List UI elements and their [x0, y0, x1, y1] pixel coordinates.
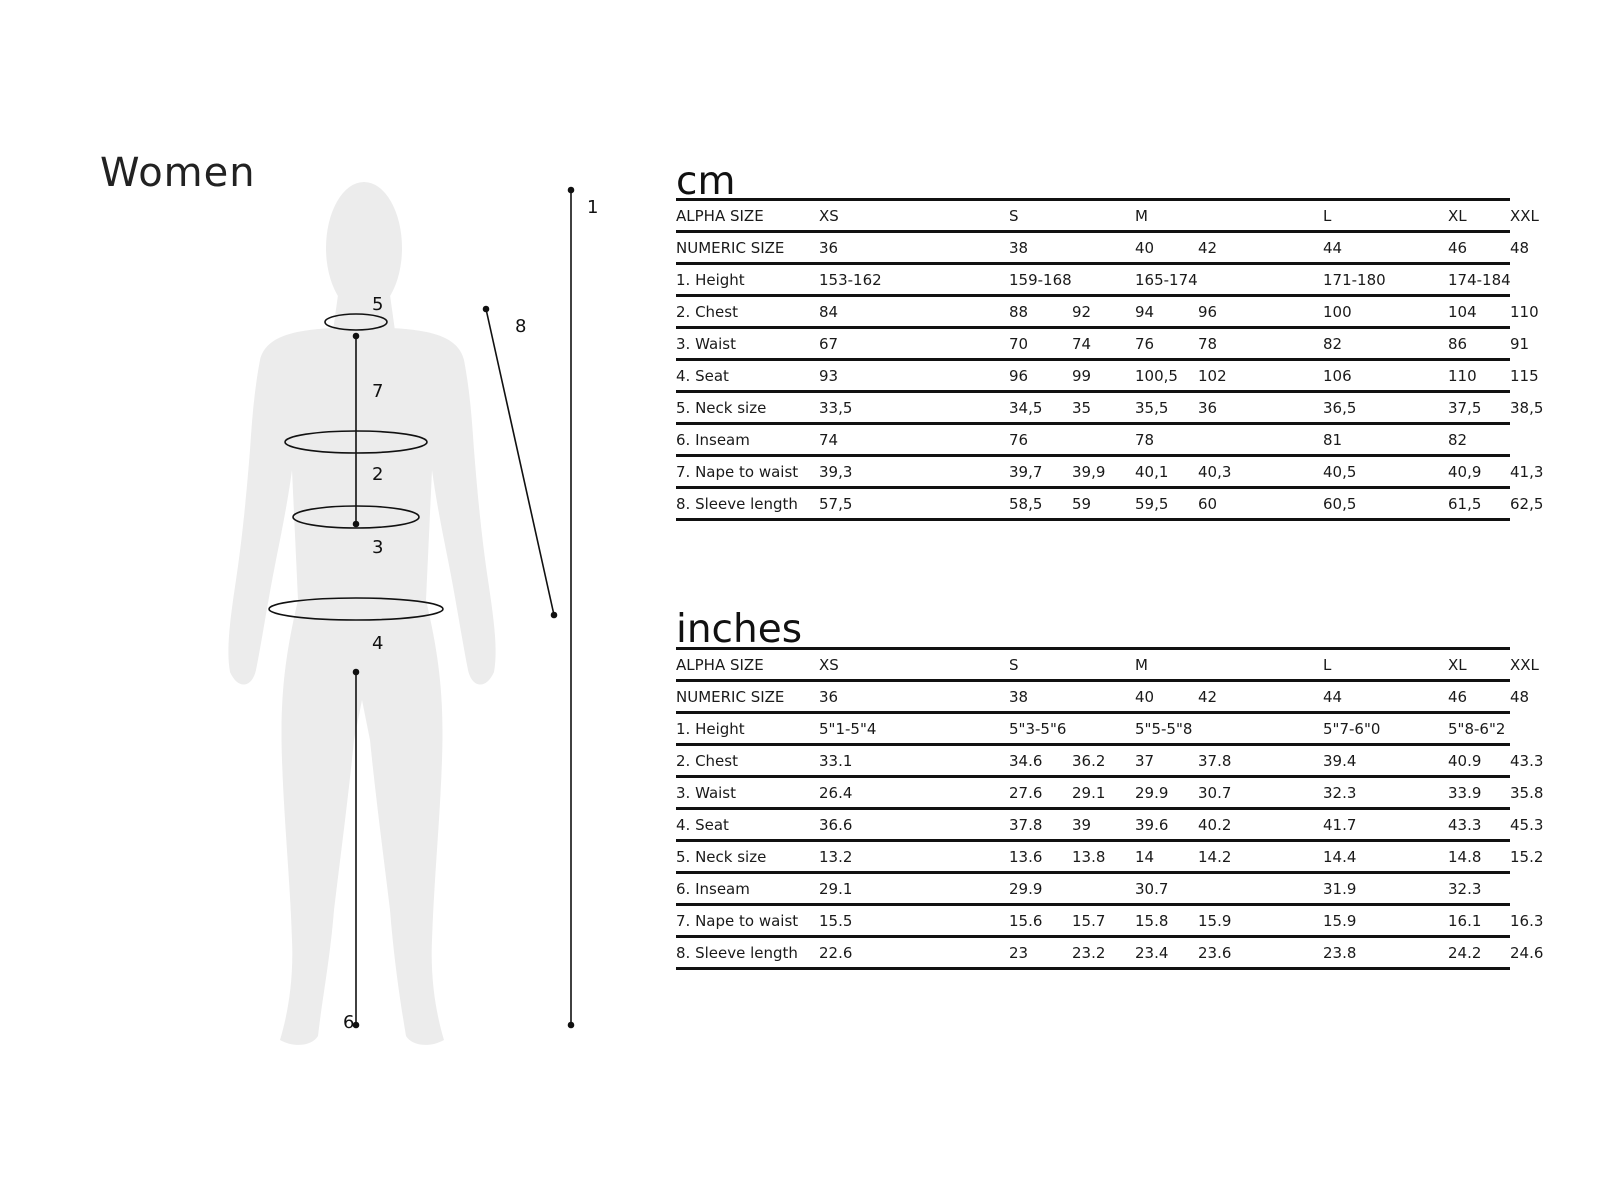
- table-cell: 37: [1135, 745, 1198, 777]
- table-cell: 81: [1323, 424, 1448, 456]
- table-cell: 110: [1448, 360, 1510, 392]
- table-cell: 23.4: [1135, 937, 1198, 969]
- table-cell: 96: [1009, 360, 1072, 392]
- table-cell: [946, 360, 1009, 392]
- table-cell: 35: [1072, 392, 1135, 424]
- table-cell: 23.6: [1198, 937, 1323, 969]
- row-label: 7. Nape to waist: [676, 456, 819, 488]
- table-cell: 37,5: [1448, 392, 1510, 424]
- table-row: 8. Sleeve length 57,5 58,5 59 59,5 60 60,5 61,5 62,5: [676, 488, 1510, 520]
- table-cell: 23.2: [1072, 937, 1135, 969]
- table-cell: 36: [819, 232, 944, 264]
- table-cell: S: [1009, 649, 1072, 681]
- table-cell: [946, 905, 1009, 937]
- label-3: 3: [372, 537, 384, 558]
- table-cell: 5"3-5"6: [1009, 713, 1072, 745]
- table-cell: 88: [1009, 296, 1072, 328]
- table-cell: XL: [1448, 649, 1510, 681]
- label-8: 8: [515, 316, 527, 337]
- row-label: 3. Waist: [676, 777, 819, 809]
- table-cell: 14.4: [1323, 841, 1448, 873]
- table-row: [676, 873, 1510, 905]
- table-cell: L: [1323, 200, 1448, 232]
- table-cell: [946, 488, 1009, 520]
- table-cell: 100: [1323, 296, 1448, 328]
- table-cell: 34.6: [1009, 745, 1072, 777]
- table-row: ALPHA SIZE XS S M L XL XXL: [676, 200, 1510, 232]
- table-cell: 78: [1135, 424, 1198, 456]
- table-cell: 67: [819, 328, 944, 360]
- table-cell: 60,5: [1323, 488, 1448, 520]
- table-cell: 104: [1448, 296, 1510, 328]
- table-row: [676, 424, 1510, 456]
- table-cell: [1072, 681, 1135, 713]
- table-cell: 29.1: [819, 873, 944, 905]
- table-cell: 74: [819, 424, 944, 456]
- table-cell: 174-184: [1448, 264, 1510, 296]
- table-row: NUMERIC SIZE 36 38 40 42 44 46 48: [676, 681, 1510, 713]
- table-cell: 16.1: [1448, 905, 1510, 937]
- table-cell: 171-180: [1323, 264, 1448, 296]
- table-cell: 82: [1323, 328, 1448, 360]
- row-label: 3. Waist: [676, 328, 819, 360]
- table-row: 2. Chest 33.1 34.6 36.2 37 37.8 39.4 40.9 43.3: [676, 745, 1510, 777]
- table-cell: 27.6: [1009, 777, 1072, 809]
- table-cell: 15.9: [1198, 905, 1323, 937]
- table-cell: XS: [819, 200, 944, 232]
- table-cell: 82: [1448, 424, 1510, 456]
- table-cell: [1198, 424, 1323, 456]
- table-cell: [946, 873, 1009, 905]
- table-cell: 5"8-6"2: [1448, 713, 1510, 745]
- table-cell: 15.7: [1072, 905, 1135, 937]
- table-cell: 40.9: [1448, 745, 1510, 777]
- table-cell: [1198, 200, 1323, 232]
- table-cell: 40: [1135, 232, 1198, 264]
- label-4: 4: [372, 633, 384, 654]
- table-cell: 33.9: [1448, 777, 1510, 809]
- row-label: 8. Sleeve length: [676, 488, 819, 520]
- table-cell: 42: [1198, 232, 1323, 264]
- table-cell: 96: [1198, 296, 1323, 328]
- table-cell: 30.7: [1198, 777, 1323, 809]
- table-cell: [946, 713, 1009, 745]
- table-cell: 70: [1009, 328, 1072, 360]
- table-cell: 30.7: [1135, 873, 1198, 905]
- table-cell: 40: [1135, 681, 1198, 713]
- table-row: ALPHA SIZE XS S M L XL XXL: [676, 649, 1510, 681]
- table-cell: 23: [1009, 937, 1072, 969]
- table-cell: 100,5: [1135, 360, 1198, 392]
- row-label: 4. Seat: [676, 360, 819, 392]
- table-row: [676, 264, 1510, 296]
- table-cell: 40.2: [1198, 809, 1323, 841]
- table-cell: [946, 200, 1009, 232]
- table-cell: 13.6: [1009, 841, 1072, 873]
- table-cell: [1198, 264, 1323, 296]
- table-cell: [1072, 264, 1135, 296]
- table-cell: 159-168: [1009, 264, 1072, 296]
- table-cell: [946, 232, 1009, 264]
- table-cell: M: [1135, 649, 1198, 681]
- table-cell: 93: [819, 360, 944, 392]
- table-cell: 34,5: [1009, 392, 1072, 424]
- table-cell: 39,7: [1009, 456, 1072, 488]
- row-label: NUMERIC SIZE: [676, 681, 819, 713]
- row-label: ALPHA SIZE: [676, 649, 819, 681]
- table-cell: 46: [1448, 681, 1510, 713]
- table-cell: XS: [819, 649, 944, 681]
- table-cell: M: [1135, 200, 1198, 232]
- table-row: 4. Seat 36.6 37.8 39 39.6 40.2 41.7 43.3 45.3: [676, 809, 1510, 841]
- table-cell: 32.3: [1323, 777, 1448, 809]
- table-cell: 102: [1198, 360, 1323, 392]
- table-cell: 59,5: [1135, 488, 1198, 520]
- label-2: 2: [372, 464, 384, 485]
- table-cell: 13.8: [1072, 841, 1135, 873]
- row-label: 4. Seat: [676, 809, 819, 841]
- table-cell: 5"1-5"4: [819, 713, 944, 745]
- row-label: 2. Chest: [676, 745, 819, 777]
- table-cell: [946, 681, 1009, 713]
- table-cell: 36: [819, 681, 944, 713]
- table-cell: 43.3: [1448, 809, 1510, 841]
- label-1: 1: [587, 197, 599, 218]
- table-cell: 61,5: [1448, 488, 1510, 520]
- table-cell: 5"5-5"8: [1135, 713, 1198, 745]
- table-cell: 15.9: [1323, 905, 1448, 937]
- row-label: 8. Sleeve length: [676, 937, 819, 969]
- table-cell: [946, 841, 1009, 873]
- table-cell: 99: [1072, 360, 1135, 392]
- table-cell: 36: [1198, 392, 1323, 424]
- table-cell: 60: [1198, 488, 1323, 520]
- table-cell: [946, 392, 1009, 424]
- table-cell: 33,5: [819, 392, 944, 424]
- table-cell: [1198, 649, 1323, 681]
- table-cell: 165-174: [1135, 264, 1198, 296]
- table-cell: 76: [1135, 328, 1198, 360]
- table-cell: 40,9: [1448, 456, 1510, 488]
- table-cell: 36.2: [1072, 745, 1135, 777]
- row-label: 1. Height: [676, 264, 819, 296]
- table-cell: 39,9: [1072, 456, 1135, 488]
- table-cell: [946, 456, 1009, 488]
- table-cell: [946, 745, 1009, 777]
- table-cell: 92: [1072, 296, 1135, 328]
- sleeve-line: [486, 309, 554, 615]
- table-row: 2. Chest 84 88 92 94 96 100 104 110: [676, 296, 1510, 328]
- table-cell: 84: [819, 296, 944, 328]
- page-title: Women: [100, 150, 256, 196]
- table-cell: 13.2: [819, 841, 944, 873]
- table-cell: 41.7: [1323, 809, 1448, 841]
- table-cell: [946, 328, 1009, 360]
- table-cell: 46: [1448, 232, 1510, 264]
- table-cell: 38: [1009, 232, 1072, 264]
- table-cell: [946, 809, 1009, 841]
- row-label: 5. Neck size: [676, 841, 819, 873]
- table-cell: 38: [1009, 681, 1072, 713]
- table-cell: 76: [1009, 424, 1072, 456]
- table-cell: 57,5: [819, 488, 944, 520]
- table-cell: 29.9: [1009, 873, 1072, 905]
- unit-title-cm: cm: [676, 159, 736, 204]
- table-row: 3. Waist 26.4 27.6 29.1 29.9 30.7 32.3 33.9 35.8: [676, 777, 1510, 809]
- unit-title-inches: inches: [676, 607, 803, 652]
- table-cell: 40,3: [1198, 456, 1323, 488]
- table-cell: [1072, 873, 1135, 905]
- table-cell: [946, 424, 1009, 456]
- table-cell: 32.3: [1448, 873, 1510, 905]
- table-cell: 29.9: [1135, 777, 1198, 809]
- table-cell: 15.8: [1135, 905, 1198, 937]
- row-label: NUMERIC SIZE: [676, 232, 819, 264]
- table-row: 8. Sleeve length 22.6 23 23.2 23.4 23.6 23.8 24.2 24.6: [676, 937, 1510, 969]
- table-cell: [1198, 713, 1323, 745]
- table-row: 7. Nape to waist 39,3 39,7 39,9 40,1 40,3 40,5 40,9 41,3: [676, 456, 1510, 488]
- table-cell: 42: [1198, 681, 1323, 713]
- table-cell: [1072, 232, 1135, 264]
- table-cell: L: [1323, 649, 1448, 681]
- row-label: 6. Inseam: [676, 873, 819, 905]
- table-cell: 44: [1323, 232, 1448, 264]
- table-cell: S: [1009, 200, 1072, 232]
- table-cell: 23.8: [1323, 937, 1448, 969]
- table-cell: 40,5: [1323, 456, 1448, 488]
- row-label: 1. Height: [676, 713, 819, 745]
- table-cell: 31.9: [1323, 873, 1448, 905]
- table-row: 3. Waist 67 70 74 76 78 82 86 91: [676, 328, 1510, 360]
- table-cell: 26.4: [819, 777, 944, 809]
- table-cell: 86: [1448, 328, 1510, 360]
- table-cell: [946, 296, 1009, 328]
- table-cell: 39: [1072, 809, 1135, 841]
- table-cell: 58,5: [1009, 488, 1072, 520]
- table-cell: 39.4: [1323, 745, 1448, 777]
- table-cell: 36,5: [1323, 392, 1448, 424]
- table-cell: [946, 264, 1009, 296]
- table-cell: 35,5: [1135, 392, 1198, 424]
- table-cell: 74: [1072, 328, 1135, 360]
- table-row: 7. Nape to waist 15.5 15.6 15.7 15.8 15.9 15.9 16.1 16.3: [676, 905, 1510, 937]
- table-cell: [1072, 649, 1135, 681]
- table-cell: 29.1: [1072, 777, 1135, 809]
- table-cell: 78: [1198, 328, 1323, 360]
- table-cell: [1072, 424, 1135, 456]
- table-row: 5. Neck size 13.2 13.6 13.8 14 14.2 14.4 14.8 15.2: [676, 841, 1510, 873]
- label-7: 7: [372, 381, 384, 402]
- table-cell: [946, 777, 1009, 809]
- table-cell: [946, 649, 1009, 681]
- table-cell: 37.8: [1198, 745, 1323, 777]
- table-row: 5. Neck size 33,5 34,5 35 35,5 36 36,5 37,5 38,5: [676, 392, 1510, 424]
- table-row: [676, 713, 1510, 745]
- table-cell: 14.8: [1448, 841, 1510, 873]
- table-cell: 24.2: [1448, 937, 1510, 969]
- row-label: ALPHA SIZE: [676, 200, 819, 232]
- table-cell: 22.6: [819, 937, 944, 969]
- table-row: NUMERIC SIZE 36 38 40 42 44 46 48: [676, 232, 1510, 264]
- table-cell: 14: [1135, 841, 1198, 873]
- table-cell: 15.6: [1009, 905, 1072, 937]
- table-cell: 39.6: [1135, 809, 1198, 841]
- table-cell: 39,3: [819, 456, 944, 488]
- table-cell: 40,1: [1135, 456, 1198, 488]
- label-6: 6: [343, 1012, 355, 1033]
- table-cell: 59: [1072, 488, 1135, 520]
- table-cell: [1072, 200, 1135, 232]
- table-cell: [1198, 873, 1323, 905]
- table-cell: 36.6: [819, 809, 944, 841]
- table-cell: 94: [1135, 296, 1198, 328]
- row-label: 6. Inseam: [676, 424, 819, 456]
- table-cell: 14.2: [1198, 841, 1323, 873]
- table-row: 4. Seat 93 96 99 100,5 102 106 110 115: [676, 360, 1510, 392]
- table-cell: [1072, 713, 1135, 745]
- table-cell: 33.1: [819, 745, 944, 777]
- row-label: 2. Chest: [676, 296, 819, 328]
- size-table-cm: [676, 198, 1544, 521]
- table-cell: 37.8: [1009, 809, 1072, 841]
- table-cell: 153-162: [819, 264, 944, 296]
- table-cell: 44: [1323, 681, 1448, 713]
- table-cell: 15.5: [819, 905, 944, 937]
- table-cell: 106: [1323, 360, 1448, 392]
- label-5: 5: [372, 294, 384, 315]
- row-label: 7. Nape to waist: [676, 905, 819, 937]
- table-cell: 5"7-6"0: [1323, 713, 1448, 745]
- table-cell: [946, 937, 1009, 969]
- table-cell: XL: [1448, 200, 1510, 232]
- row-label: 5. Neck size: [676, 392, 819, 424]
- body-silhouette: [228, 182, 495, 1045]
- size-table-inches: [676, 647, 1544, 970]
